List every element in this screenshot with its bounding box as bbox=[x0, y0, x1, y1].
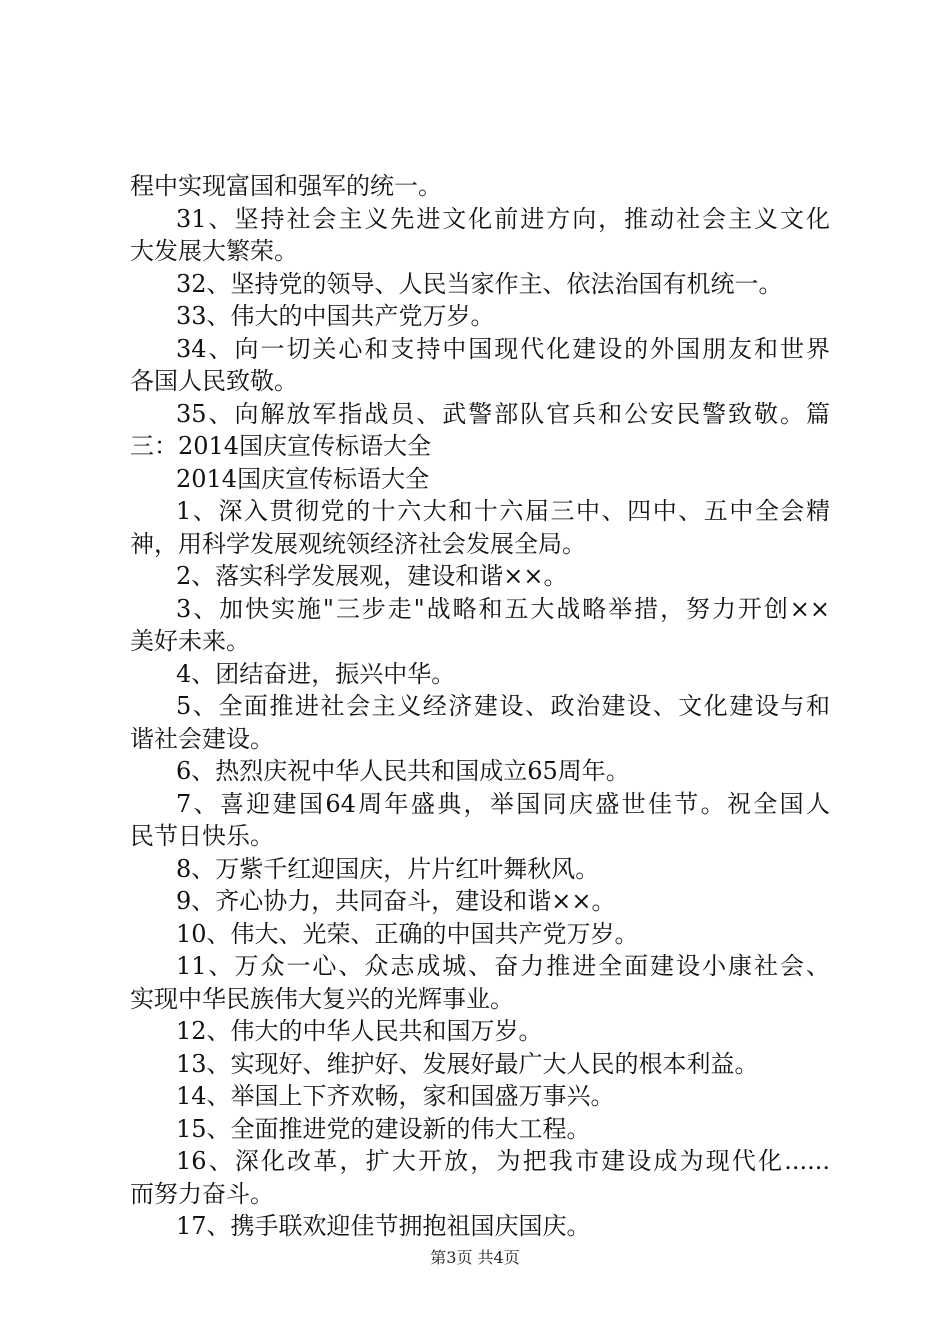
text-line: 2014国庆宣传标语大全 bbox=[176, 464, 430, 493]
text-line: 13、实现好、维护好、发展好最广大人民的根本利益。 bbox=[176, 1049, 759, 1078]
text-line: 大发展大繁荣。 bbox=[130, 237, 298, 265]
text-line: 34、向一切关心和支持中国现代化建设的外国朋友和世界 bbox=[176, 334, 830, 363]
text-line: 谐社会建设。 bbox=[130, 724, 274, 753]
text-line: 而努力奋斗。 bbox=[130, 1179, 274, 1208]
text-line: 程中实现富国和强军的统一。 bbox=[130, 172, 442, 200]
text-line: 17、携手联欢迎佳节拥抱祖国庆国庆。 bbox=[176, 1212, 591, 1240]
text-line: 3、加快实施"三步走"战略和五大战略举措，努力开创×× bbox=[176, 594, 830, 623]
text-line: 12、伟大的中华人民共和国万岁。 bbox=[176, 1017, 543, 1045]
page-footer: 第3页 共4页 bbox=[430, 1248, 520, 1267]
text-line: 美好未来。 bbox=[130, 627, 250, 655]
text-line: 14、举国上下齐欢畅，家和国盛万事兴。 bbox=[176, 1082, 615, 1110]
text-line: 15、全面推进党的建设新的伟大工程。 bbox=[176, 1114, 591, 1143]
text-line: 5、全面推进社会主义经济建设、政治建设、文化建设与和 bbox=[176, 692, 830, 720]
text-line: 实现中华民族伟大复兴的光辉事业。 bbox=[130, 984, 514, 1013]
text-line: 各国人民致敬。 bbox=[130, 367, 298, 395]
text-line: 民节日快乐。 bbox=[130, 822, 274, 850]
text-line: 32、坚持党的领导、人民当家作主、依法治国有机统一。 bbox=[176, 269, 783, 298]
text-line: 10、伟大、光荣、正确的中国共产党万岁。 bbox=[176, 919, 639, 948]
text-line: 33、伟大的中国共产党万岁。 bbox=[176, 302, 495, 330]
text-line: 11、万众一心、众志成城、奋力推进全面建设小康社会、 bbox=[176, 952, 830, 980]
text-line: 31、坚持社会主义先进文化前进方向，推动社会主义文化 bbox=[176, 204, 830, 233]
text-line: 三：2014国庆宣传标语大全 bbox=[130, 432, 432, 460]
text-line: 9、齐心协力，共同奋斗，建设和谐××。 bbox=[176, 887, 616, 915]
text-line: 8、万紫千红迎国庆，片片红叶舞秋风。 bbox=[176, 854, 600, 883]
text-line: 1、深入贯彻党的十六大和十六届三中、四中、五中全会精 bbox=[176, 497, 830, 525]
text-line: 4、团结奋进，振兴中华。 bbox=[176, 659, 456, 688]
document-body bbox=[130, 170, 830, 1243]
text-line: 7、喜迎建国64周年盛典，举国同庆盛世佳节。祝全国人 bbox=[176, 789, 830, 818]
text-line: 神，用科学发展观统领经济社会发展全局。 bbox=[130, 529, 586, 558]
text-line: 2、落实科学发展观，建设和谐××。 bbox=[176, 562, 568, 590]
text-line: 16、深化改革，扩大开放，为把我市建设成为现代化...... bbox=[176, 1147, 830, 1175]
text-line: 35、向解放军指战员、武警部队官兵和公安民警致敬。篇 bbox=[176, 399, 830, 428]
text-line: 6、热烈庆祝中华人民共和国成立65周年。 bbox=[176, 757, 630, 785]
